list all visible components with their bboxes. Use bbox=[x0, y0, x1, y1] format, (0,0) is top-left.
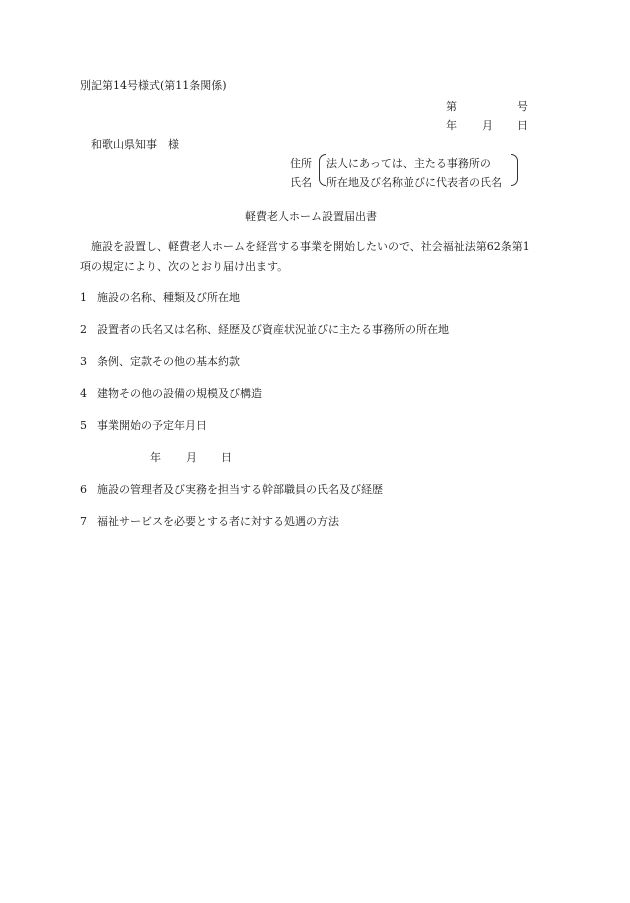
item-7-text: 福祉サービスを必要とする者に対する処遇の方法 bbox=[97, 515, 339, 528]
left-bracket bbox=[319, 154, 326, 186]
name-label: 氏名 bbox=[290, 176, 312, 189]
right-bracket bbox=[511, 154, 518, 186]
item-7-number: 7 bbox=[80, 515, 87, 528]
start-date-day: 日 bbox=[221, 451, 232, 464]
item-3-text: 条例、定款その他の基本約款 bbox=[97, 355, 240, 368]
applicant-note-line2: 所在地及び名称並びに代表者の氏名 bbox=[326, 176, 502, 189]
address-label: 住所 bbox=[290, 157, 312, 170]
start-date-year: 年 bbox=[150, 451, 161, 464]
document-title: 軽費老人ホーム設置届出書 bbox=[245, 210, 377, 223]
date-year: 年 bbox=[446, 119, 457, 132]
item-6-number: 6 bbox=[80, 483, 87, 496]
applicant-note-line1: 法人にあっては、主たる事務所の bbox=[326, 157, 491, 170]
body-line-2: 項の規定により、次のとおり届け出ます。 bbox=[80, 260, 289, 273]
start-date-month: 月 bbox=[186, 451, 197, 464]
item-4-number: 4 bbox=[80, 387, 87, 400]
item-1-number: 1 bbox=[80, 291, 87, 304]
item-5-text: 事業開始の予定年月日 bbox=[97, 419, 207, 432]
number-suffix: 号 bbox=[517, 100, 528, 113]
item-6-text: 施設の管理者及び実務を担当する幹部職員の氏名及び経歴 bbox=[97, 483, 383, 496]
form-reference: 別記第14号様式(第11条関係) bbox=[80, 79, 227, 92]
date-day: 日 bbox=[517, 119, 528, 132]
item-4-text: 建物その他の設備の規模及び構造 bbox=[97, 387, 262, 400]
item-2-text: 設置者の氏名又は名称、経歴及び資産状況並びに主たる事務所の所在地 bbox=[97, 323, 449, 336]
body-line-1: 施設を設置し、軽費老人ホームを経営する事業を開始したいので、社会福祉法第62条第1 bbox=[91, 240, 530, 253]
addressee: 和歌山県知事 様 bbox=[91, 138, 179, 151]
item-3-number: 3 bbox=[80, 355, 87, 368]
item-1-text: 施設の名称、種類及び所在地 bbox=[97, 291, 240, 304]
number-prefix: 第 bbox=[446, 100, 457, 113]
date-month: 月 bbox=[482, 119, 493, 132]
item-2-number: 2 bbox=[80, 323, 87, 336]
item-5-number: 5 bbox=[80, 419, 87, 432]
